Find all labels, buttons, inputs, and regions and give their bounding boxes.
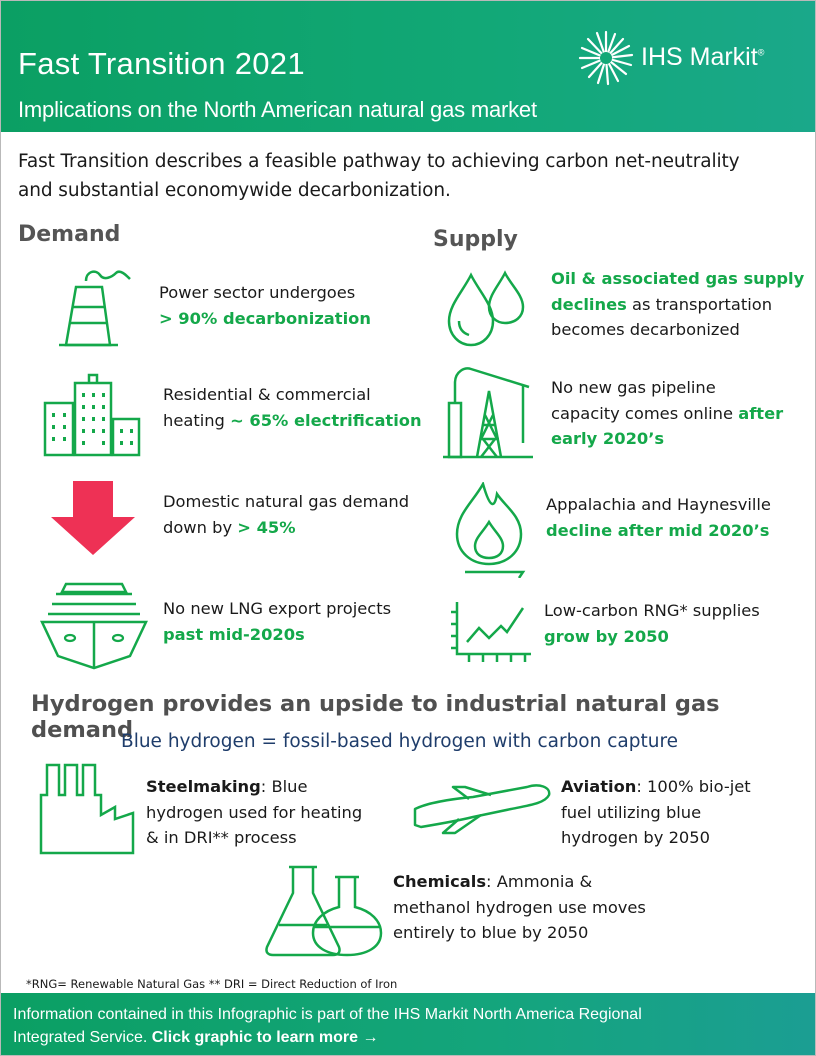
footer-text [13, 1003, 773, 1049]
supply-item-oil [551, 266, 804, 343]
page-title: Fast Transition 2021 [18, 46, 305, 81]
demand-gas-highlight: > 45% [237, 517, 296, 537]
footnote: *RNG= Renewable Natural Gas ** DRI = Direct Reduction of Iron [26, 977, 398, 991]
demand-lng-highlight: past mid-2020s [163, 624, 305, 644]
factory-chimney-icon [56, 265, 136, 347]
steelmaking-label: Steelmaking [146, 777, 261, 796]
supply-appalachia-highlight: decline after mid 2020’s [546, 520, 770, 540]
steel-factory-icon [37, 759, 137, 855]
supply-oil-text-c: becomes decarbonized [551, 320, 740, 339]
hydrogen-chemicals [393, 869, 646, 946]
hydrogen-aviation [561, 774, 751, 851]
chemicals-text-c: entirely to blue by 2050 [393, 923, 589, 942]
supply-pipeline-highlight-b: after [738, 403, 784, 423]
header-banner [1, 1, 815, 132]
demand-gas-text: Domestic natural gas demand [163, 492, 410, 511]
supply-pipeline-text-b: capacity comes online [551, 403, 734, 423]
hydrogen-heading: Hydrogen provides an upside to industrial natural gas demand [31, 691, 720, 743]
aviation-text-b: fuel utilizing blue [561, 802, 702, 822]
footer-line-1: Information contained in this Infographic is part of the IHS Markit North America Regional [13, 1006, 642, 1023]
steelmaking-text-a: : Blue [260, 777, 308, 796]
demand-item-power [159, 280, 371, 331]
growth-chart-icon [449, 598, 533, 664]
airplane-icon [411, 781, 555, 837]
supply-item-rng [544, 598, 760, 649]
supply-oil-highlight-b: declines [551, 294, 627, 314]
footer-banner[interactable] [1, 993, 815, 1055]
demand-gas-text-b: down by [163, 517, 233, 537]
supply-pipeline-text: No new gas pipeline [551, 378, 716, 397]
aviation-text-c: hydrogen by 2050 [561, 828, 711, 847]
gas-flame-icon [453, 482, 529, 578]
demand-item-residential [163, 382, 422, 433]
chemicals-text-a: : Ammonia & [486, 872, 593, 891]
demand-heading: Demand [18, 222, 121, 247]
demand-residential-text: Residential & commercial [163, 385, 371, 404]
pumpjack-icon [441, 363, 535, 459]
supply-oil-text-b: as transportation [632, 294, 773, 314]
buildings-icon [41, 373, 145, 457]
supply-item-pipeline [551, 375, 783, 452]
supply-oil-highlight: Oil & associated gas supply [551, 269, 805, 288]
page-subtitle: Implications on the North American natural gas market [18, 97, 537, 122]
supply-rng-highlight: grow by 2050 [544, 626, 669, 646]
intro-line-2: and substantial economywide decarbonization. [18, 180, 451, 201]
down-arrow-icon [49, 479, 137, 557]
hydrogen-subheading: Blue hydrogen = fossil-based hydrogen with carbon capture [121, 731, 679, 752]
demand-residential-text-b: heating [163, 410, 225, 430]
starburst-logo-icon [577, 29, 635, 87]
intro-text [18, 147, 808, 205]
chemicals-label: Chemicals [393, 872, 487, 891]
chemicals-text-b: methanol hydrogen use moves [393, 897, 646, 917]
demand-power-highlight: > 90% decarbonization [159, 308, 371, 328]
supply-pipeline-highlight-c: early 2020’s [551, 429, 665, 448]
supply-heading: Supply [433, 227, 518, 252]
intro-line-1: Fast Transition describes a feasible pathway to achieving carbon net-neutrality [18, 151, 740, 172]
demand-power-text: Power sector undergoes [159, 283, 356, 302]
supply-item-appalachia [546, 492, 771, 543]
supply-rng-text: Low-carbon RNG* supplies [544, 601, 760, 620]
learn-more-link[interactable]: Click graphic to learn more → [151, 1029, 379, 1046]
ihs-markit-logo [577, 29, 797, 87]
demand-item-gas-demand [163, 489, 409, 540]
logo-text: IHS Markit® [641, 43, 765, 71]
aviation-label: Aviation [561, 777, 637, 796]
ship-icon [38, 578, 150, 670]
steelmaking-text-c: & in DRI** process [146, 828, 297, 847]
demand-lng-text: No new LNG export projects [163, 599, 392, 618]
demand-item-lng [163, 596, 391, 647]
supply-appalachia-text: Appalachia and Haynesville [546, 495, 771, 514]
hydrogen-steelmaking [146, 774, 362, 851]
aviation-text-a: : 100% bio-jet [636, 777, 751, 796]
footer-line-2: Integrated Service. [13, 1029, 148, 1046]
steelmaking-text-b: hydrogen used for heating [146, 802, 363, 822]
demand-residential-highlight: ~ 65% electrification [230, 410, 422, 430]
flask-icon [263, 863, 385, 957]
oil-drops-icon [445, 267, 529, 347]
